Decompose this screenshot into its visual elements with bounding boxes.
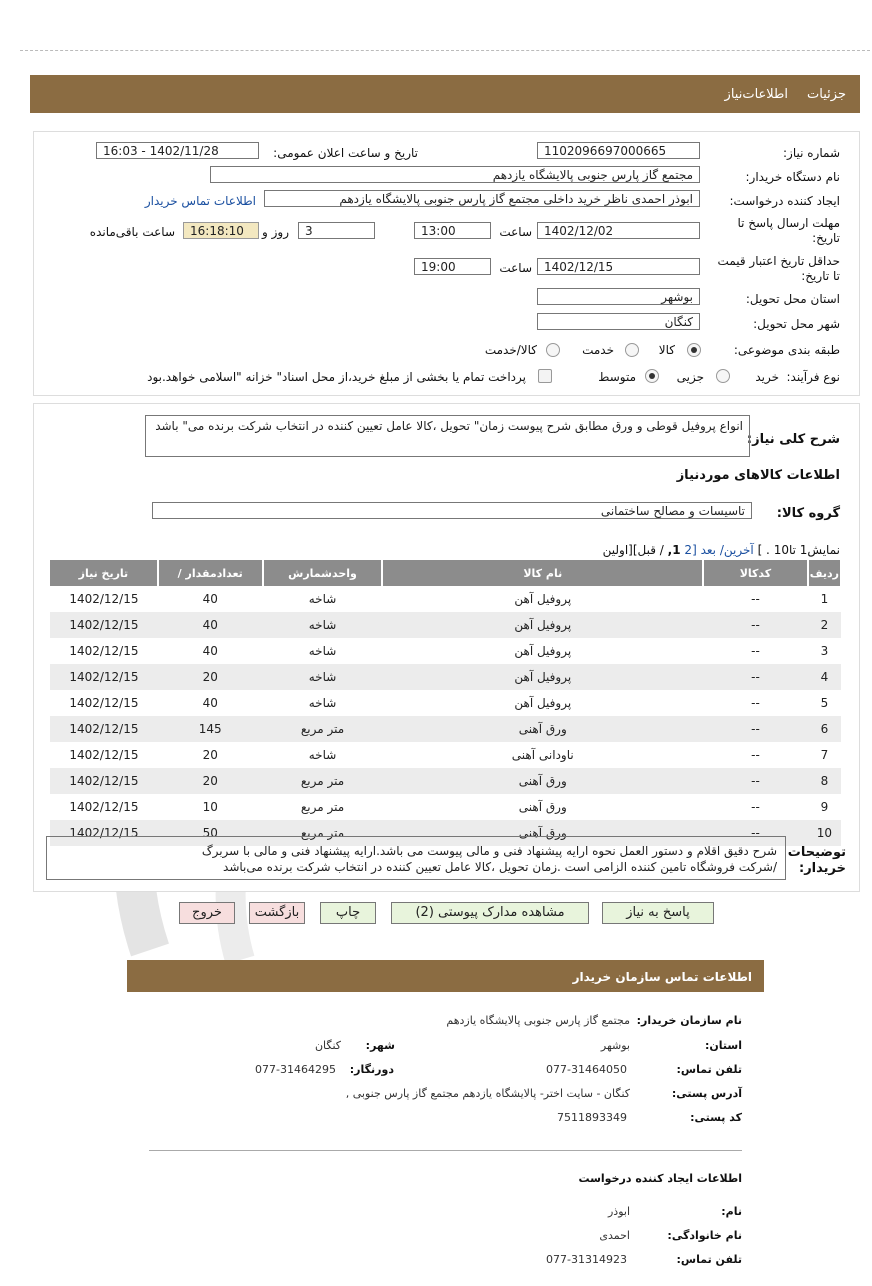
creator-field: ابوذر احمدی ناظر خرید داخلی مجتمع گاز پارس جنوبی پالایشگاه یازدهم [264,190,700,207]
cell-row-no: 1 [808,586,841,612]
cell-date: 1402/12/15 [50,586,158,612]
cell-name: ورق آهنی [382,768,703,794]
cell-qty: 40 [158,612,263,638]
validity-date-field: 1402/12/15 [537,258,700,275]
contact-divider [149,1150,742,1151]
category-both-radio[interactable] [546,343,560,357]
creator-info-heading: اطلاعات ایجاد کننده درخواست [578,1172,742,1185]
table-row [50,716,841,742]
cell-qty: 20 [158,768,263,794]
table-row [50,768,841,794]
col-header-date: تاریخ نیاز [50,560,158,586]
cell-unit: شاخه [263,690,383,716]
cell-name: ورق آهنی [382,794,703,820]
contact-org-value: مجتمع گاز پارس جنوبی پالایشگاه یازدهم [446,1014,630,1027]
cell-unit: متر مربع [263,716,383,742]
contact-fax-value: 077-31464295 [255,1063,336,1076]
cell-name: ورق آهنی [382,716,703,742]
top-divider [20,50,870,51]
cell-date: 1402/12/15 [50,716,158,742]
creator-family-label: نام خانوادگی: [667,1229,742,1242]
cell-row-no: 2 [808,612,841,638]
cell-date: 1402/12/15 [50,820,158,846]
contact-header [127,960,764,992]
cell-code: -- [703,690,808,716]
cell-row-no: 6 [808,716,841,742]
cell-name: پروفیل آهن [382,586,703,612]
cell-code: -- [703,716,808,742]
cell-date: 1402/12/15 [50,638,158,664]
buyer-notes-line-1: شرح دقیق اقلام و دستور العمل نحوه ارایه پیشنهاد فنی و مالی پیوست می باشد.ارایه پیشنهاد فنی و مالی با سربرگ [201,844,777,858]
cell-row-no: 5 [808,690,841,716]
cell-code: -- [703,820,808,846]
process-minor-label: جزیی [676,370,704,384]
creator-name-value: ابوذر [607,1205,630,1218]
cell-qty: 10 [158,794,263,820]
cell-code: -- [703,742,808,768]
cell-date: 1402/12/15 [50,768,158,794]
col-header-code: کدکالا [703,560,808,586]
paging-last-link[interactable]: آخرین [723,543,754,557]
announce-label: تاریخ و ساعت اعلان عمومی: [273,146,418,160]
cell-unit: متر مربع [263,768,383,794]
table-row [50,664,841,690]
cell-date: 1402/12/15 [50,794,158,820]
process-minor-radio[interactable] [716,369,730,383]
pagination [603,543,840,557]
cell-row-no: 7 [808,742,841,768]
col-header-qty: تعدادمقدار / [158,560,263,586]
category-label: طبقه بندی موضوعی: [733,343,840,357]
days-field: 3 [298,222,375,239]
treasury-payment-note: پرداخت تمام یا بخشی از مبلغ خرید،از محل اسناد" خزانه "اسلامی خواهد.بود [147,370,526,384]
category-service-radio[interactable] [625,343,639,357]
creator-phone-value: 077-31314923 [546,1253,627,1266]
goods-table [50,560,842,846]
col-header-name: نام کالا [382,560,703,586]
contact-province-value: بوشهر [600,1039,630,1052]
cell-qty: 40 [158,638,263,664]
group-field: تاسیسات و مصالح ساختمانی [152,502,752,519]
cell-qty: 145 [158,716,263,742]
cell-qty: 20 [158,742,263,768]
table-row [50,586,841,612]
cell-qty: 50 [158,820,263,846]
process-label: نوع فرآیند: [786,370,840,384]
cell-row-no: 3 [808,638,841,664]
cell-unit: شاخه [263,742,383,768]
validity-time-word: ساعت [499,261,532,275]
exit-button[interactable]: خروج [179,902,235,924]
paging-suffix: / قبل][اولین [602,543,664,557]
table-header-row [50,560,841,586]
creator-phone-label: تلفن تماس: [676,1253,742,1266]
cell-row-no: 10 [808,820,841,846]
cell-qty: 20 [158,664,263,690]
cell-row-no: 4 [808,664,841,690]
table-row [50,742,841,768]
remaining-timer: 16:18:10 [183,222,259,239]
paging-next-link[interactable]: / بعد [700,543,724,557]
col-header-row-no: ردیف [808,560,841,586]
process-medium-radio[interactable] [645,369,659,383]
treasury-payment-checkbox[interactable] [538,369,552,383]
buyer-field: مجتمع گاز پارس جنوبی پالایشگاه یازدهم [210,166,700,183]
need-number-field: 1102096697000665 [537,142,700,159]
cell-date: 1402/12/15 [50,664,158,690]
summary-label: شرح کلی نیاز: [746,432,840,447]
contact-title: اطلاعات تماس سازمان خریدار [572,970,752,984]
category-both-label: کالا/خدمت [484,343,537,357]
deadline-time-word: ساعت [499,225,532,239]
contact-org-label: نام سازمان خریدار: [636,1014,742,1027]
buyer-notes-field [46,836,786,880]
cell-code: -- [703,586,808,612]
cell-code: -- [703,664,808,690]
table-row [50,638,841,664]
deadline-date-field: 1402/12/02 [537,222,700,239]
process-medium-label: متوسط [598,370,636,384]
cell-code: -- [703,638,808,664]
cell-code: -- [703,768,808,794]
cell-row-no: 9 [808,794,841,820]
contact-province-label: استان: [705,1039,742,1052]
contact-address-label: آدرس پستی: [671,1087,742,1100]
summary-field: انواع پروفیل قوطی و ورق مطابق شرح پیوست زمان" تحویل ،کالا عامل تعیین کننده در انتخاب شرکت برنده می" باشد [145,415,750,457]
cell-name: پروفیل آهن [382,638,703,664]
cell-unit: شاخه [263,586,383,612]
days-word: روز و [262,225,289,239]
cell-qty: 40 [158,586,263,612]
deadline-label: مهلت ارسال پاسخ تا تاریخ: [737,216,840,245]
tab-need-info[interactable]: اطلاعات‌نیاز [724,87,788,102]
remaining-word: ساعت باقی‌مانده [89,225,175,239]
contact-city-value: کنگان [314,1039,341,1052]
contact-phone-label: تلفن تماس: [676,1063,742,1076]
paging-page-2-link[interactable]: [2 [684,543,697,557]
buyer-contact-link[interactable]: اطلاعات تماس خریدار [144,194,256,208]
buyer-notes-label-2: خریدار: [799,861,846,876]
validity-time-field: 19:00 [414,258,491,275]
province-field: بوشهر [537,288,700,305]
table-row [50,612,841,638]
cell-unit: متر مربع [263,820,383,846]
buyer-notes-label-1: توضیحات [787,845,846,860]
paging-current-page: 1, [667,543,681,557]
contact-fax-label: دورنگار: [349,1063,394,1076]
cell-date: 1402/12/15 [50,690,158,716]
cell-unit: شاخه [263,664,383,690]
cell-qty: 40 [158,690,263,716]
city-field: کنگان [537,313,700,330]
need-number-label: شماره نیاز: [783,146,840,160]
buyer-label: نام دستگاه خریدار: [745,170,840,184]
reply-button[interactable]: پاسخ به نیاز [602,902,714,924]
paging-prefix: نمایش1 تا10 . ] [757,543,840,557]
creator-label: ایجاد کننده درخواست: [729,194,840,208]
cell-date: 1402/12/15 [50,742,158,768]
contact-address-value: کنگان - سایت اختر- پالایشگاه یازدهم مجتمع گاز پارس جنوبی , [345,1087,630,1100]
cell-name: پروفیل آهن [382,612,703,638]
goods-info-heading: اطلاعات کالاهای موردنیاز [676,468,840,483]
contact-city-label: شهر: [365,1039,395,1052]
page-header [30,75,860,113]
min-validity-label: حداقل تاریخ اعتبار قیمت تا تاریخ: [717,254,840,283]
cell-name: ناودانی آهنی [382,742,703,768]
tab-details[interactable]: جزئیات [807,87,846,102]
back-button[interactable]: بازگشت [249,902,305,924]
creator-family-value: احمدی [599,1229,630,1242]
buyer-notes-line-2: /شرکت فروشگاه تامین کننده الزامی است .زمان تحویل ،کالا عامل تعیین کننده در انتخاب شرکت برنده می‌باشد [223,860,777,874]
province-label: استان محل تحویل: [745,292,840,306]
deadline-time-field: 13:00 [414,222,491,239]
print-button[interactable]: چاپ [320,902,376,924]
group-label: گروه کالا: [776,506,840,521]
cell-code: -- [703,612,808,638]
announce-field: 1402/11/28 - 16:03 [96,142,259,159]
table-row [50,690,841,716]
cell-name: ورق آهنی [382,820,703,846]
cell-unit: شاخه [263,612,383,638]
contact-postal-label: کد پستی: [690,1111,742,1124]
contact-postal-value: 7511893349 [557,1111,627,1124]
attachments-button[interactable]: مشاهده مدارک پیوستی (2) [391,902,589,924]
category-goods-radio[interactable] [687,343,701,357]
process-buy-label: خرید [755,370,779,384]
cell-row-no: 8 [808,768,841,794]
cell-name: پروفیل آهن [382,664,703,690]
table-row [50,794,841,820]
category-goods-label: کالا [658,343,675,357]
category-service-label: خدمت [582,343,614,357]
cell-unit: متر مربع [263,794,383,820]
contact-phone-value: 077-31464050 [546,1063,627,1076]
cell-name: پروفیل آهن [382,690,703,716]
col-header-unit: واحدشمارش [263,560,383,586]
creator-name-label: نام: [721,1205,742,1218]
cell-unit: شاخه [263,638,383,664]
cell-code: -- [703,794,808,820]
city-label: شهر محل تحویل: [753,317,840,331]
cell-date: 1402/12/15 [50,612,158,638]
